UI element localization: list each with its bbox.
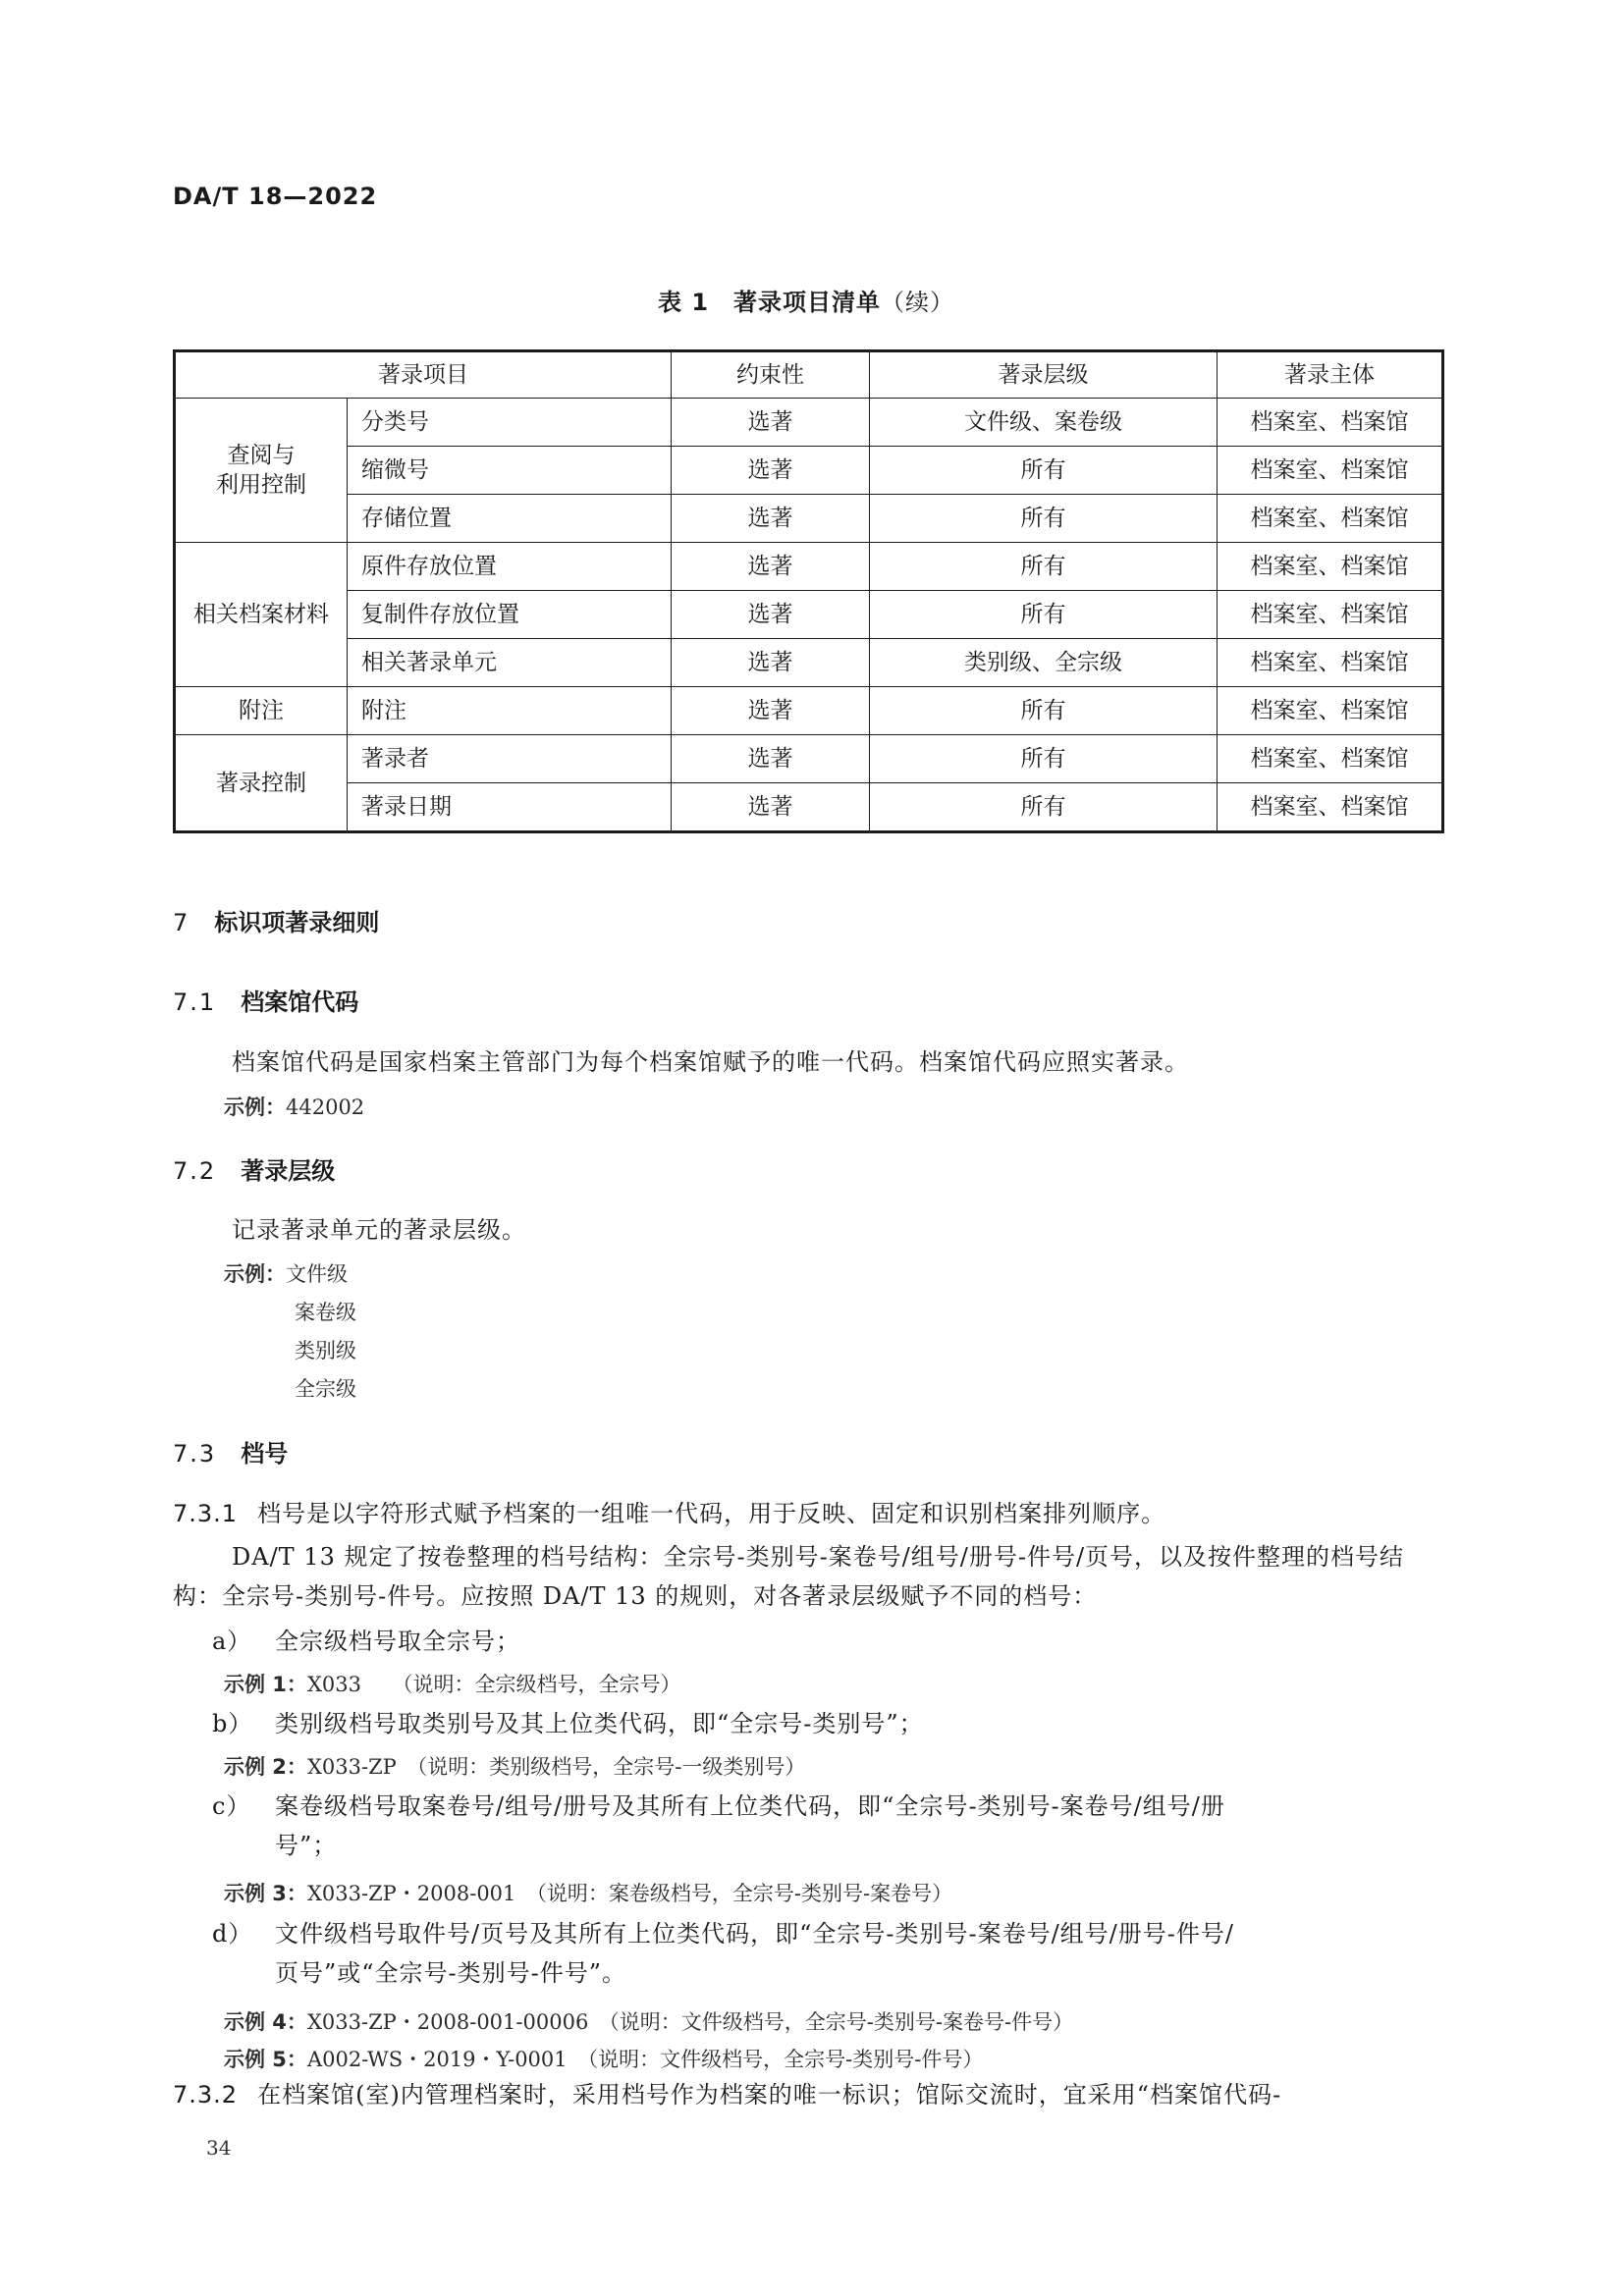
list-text: 案卷级档号取案卷号/组号/册号及其所有上位类代码，即“全宗号-类别号-案卷号/组号/册 [275, 1792, 1225, 1820]
item-cell: 附注 [348, 687, 672, 735]
list-text-continued: 页号”或“全宗号-类别号-件号”。 [275, 1959, 627, 1987]
list-text: 全宗级档号取全宗号； [275, 1628, 520, 1655]
list-marker: a） [212, 1628, 252, 1655]
level-cell: 所有 [870, 591, 1218, 639]
level-cell: 所有 [870, 735, 1218, 783]
example-label: 示例： [224, 1095, 286, 1119]
subject-cell: 档案室、档案馆 [1218, 639, 1443, 687]
section-title: 档号 [241, 1440, 289, 1468]
list-text: 文件级档号取件号/页号及其所有上位类代码，即“全宗号-类别号-案卷号/组号/册号-件号/ [275, 1920, 1234, 1948]
example-7-2-item: 类别级 [295, 1339, 356, 1362]
example-label: 示例 4： [224, 2010, 307, 2034]
table-row [175, 687, 1443, 735]
header-subject: 著录主体 [1218, 351, 1443, 399]
example-2 [224, 1751, 805, 1781]
level-cell: 所有 [870, 447, 1218, 495]
table-caption-text: 表 1 著录项目清单 [657, 289, 882, 316]
example-1 [224, 1669, 680, 1698]
table-row [175, 543, 1443, 591]
table-row [175, 495, 1443, 543]
subject-cell: 档案室、档案馆 [1218, 687, 1443, 735]
table-caption [173, 283, 1439, 317]
example-3 [224, 1878, 952, 1907]
section-7-1-heading [173, 983, 358, 1017]
table-row [175, 735, 1443, 783]
section-number: 7 [173, 909, 190, 936]
item-cell: 存储位置 [348, 495, 672, 543]
list-marker: c） [212, 1792, 251, 1820]
example-label: 示例 5： [224, 2048, 307, 2071]
group-label-line: 著录控制 [216, 770, 306, 796]
level-cell: 类别级、全宗级 [870, 639, 1218, 687]
constraint-cell: 选著 [672, 639, 870, 687]
example-value: 文件级 [286, 1262, 348, 1286]
constraint-cell: 选著 [672, 591, 870, 639]
document-code: DA/T 18—2022 [173, 183, 378, 210]
level-cell: 所有 [870, 495, 1218, 543]
example-7-2-item: 案卷级 [295, 1301, 356, 1324]
subject-cell: 档案室、档案馆 [1218, 735, 1443, 783]
group-label-line: 查阅与 [227, 443, 296, 468]
clause-number: 7.3.2 [173, 2081, 239, 2109]
list-marker: b） [212, 1710, 253, 1737]
example-value: X033-ZP・2008-001-00006 （说明：文件级档号，全宗号-类别号-案卷号-件号） [306, 2010, 1074, 2034]
section-7-heading [173, 903, 379, 937]
example-label: 示例： [224, 1262, 286, 1286]
item-cell: 著录日期 [348, 783, 672, 832]
example-value: X033-ZP・2008-001 （说明：案卷级档号，全宗号-类别号-案卷号） [306, 1882, 953, 1905]
header-level: 著录层级 [870, 351, 1218, 399]
section-7-1-body: 档案馆代码是国家档案主管部门为每个档案馆赋予的唯一代码。档案馆代码应照实著录。 [232, 1048, 1189, 1076]
clause-text: 在档案馆(室)内管理档案时，采用档号作为档案的唯一标识；馆际交流时，宜采用“档案馆代码- [257, 2081, 1282, 2109]
header-constraint: 约束性 [672, 351, 870, 399]
section-title: 著录层级 [241, 1157, 336, 1185]
example-value: A002-WS・2019・Y-0001 （说明：文件级档号，全宗号-类别号-件号） [306, 2048, 984, 2071]
table-header-row [175, 351, 1443, 399]
constraint-cell: 选著 [672, 687, 870, 735]
item-cell: 相关著录单元 [348, 639, 672, 687]
table-row [175, 447, 1443, 495]
section-title: 档案馆代码 [241, 988, 359, 1016]
subject-cell: 档案室、档案馆 [1218, 543, 1443, 591]
example-value: X033-ZP （说明：类别级档号，全宗号-一级类别号） [306, 1755, 806, 1779]
item-cell: 分类号 [348, 399, 672, 447]
example-7-1 [224, 1092, 364, 1121]
constraint-cell: 选著 [672, 543, 870, 591]
example-label: 示例 3： [224, 1882, 307, 1905]
header-item: 著录项目 [175, 351, 672, 399]
list-item-d [212, 1914, 1441, 1993]
item-cell: 著录者 [348, 735, 672, 783]
level-cell: 所有 [870, 783, 1218, 832]
subject-cell: 档案室、档案馆 [1218, 399, 1443, 447]
section-number: 7.2 [173, 1157, 217, 1185]
table-caption-suffix: （续） [881, 289, 955, 316]
list-text: 类别级档号取类别号及其上位类代码，即“全宗号-类别号”； [275, 1710, 924, 1737]
table-row [175, 639, 1443, 687]
level-cell: 所有 [870, 543, 1218, 591]
subject-cell: 档案室、档案馆 [1218, 591, 1443, 639]
catalog-items-table [173, 349, 1444, 833]
group-label-line: 相关档案材料 [193, 602, 329, 627]
group-cell [175, 735, 348, 832]
clause-number: 7.3.1 [173, 1500, 239, 1527]
item-cell: 缩微号 [348, 447, 672, 495]
table-row [175, 399, 1443, 447]
group-cell [175, 687, 348, 735]
section-7-2-heading [173, 1151, 335, 1186]
clause-7-3-1-para-2: DA/T 13 规定了按卷整理的档号结构：全宗号-类别号-案卷号/组号/册号-件号/页号，以及按件整理的档号结构：全宗号-类别号-件号。应按照 DA/T 13 的规则，对各著录层级赋予不同的档号： [173, 1543, 1405, 1610]
example-label: 示例 2： [224, 1755, 307, 1779]
constraint-cell: 选著 [672, 495, 870, 543]
group-label-line: 附注 [239, 698, 284, 723]
item-cell: 原件存放位置 [348, 543, 672, 591]
constraint-cell: 选著 [672, 447, 870, 495]
example-5 [224, 2044, 983, 2073]
subject-cell: 档案室、档案馆 [1218, 495, 1443, 543]
subject-cell: 档案室、档案馆 [1218, 447, 1443, 495]
clause-7-3-1 [173, 1494, 1441, 1533]
list-item-a [212, 1622, 1441, 1661]
group-cell [175, 399, 348, 543]
section-number: 7.3 [173, 1440, 217, 1468]
example-7-2-item: 全宗级 [295, 1377, 356, 1401]
section-7-2-body: 记录著录单元的著录层级。 [232, 1216, 526, 1244]
table-row [175, 591, 1443, 639]
constraint-cell: 选著 [672, 735, 870, 783]
example-value: 442002 [286, 1095, 365, 1119]
example-4 [224, 2006, 1073, 2036]
item-cell: 复制件存放位置 [348, 591, 672, 639]
subject-cell: 档案室、档案馆 [1218, 783, 1443, 832]
group-cell [175, 543, 348, 687]
list-marker: d） [212, 1920, 253, 1948]
example-label: 示例 1： [224, 1673, 307, 1696]
example-7-2 [224, 1258, 348, 1288]
section-title: 标识项著录细则 [214, 909, 380, 936]
constraint-cell: 选著 [672, 399, 870, 447]
clause-7-3-2 [173, 2075, 1441, 2114]
level-cell: 所有 [870, 687, 1218, 735]
table-row [175, 783, 1443, 832]
constraint-cell: 选著 [672, 783, 870, 832]
level-cell: 文件级、案卷级 [870, 399, 1218, 447]
list-item-c [212, 1787, 1441, 1865]
list-text-continued: 号”； [275, 1832, 338, 1859]
section-number: 7.1 [173, 988, 217, 1016]
clause-text: 档号是以字符形式赋予档案的一组唯一代码，用于反映、固定和识别档案排列顺序。 [257, 1500, 1166, 1527]
page-number: 34 [206, 2136, 232, 2160]
group-label-line: 利用控制 [216, 472, 306, 498]
list-item-b [212, 1704, 1441, 1743]
section-7-3-heading [173, 1434, 288, 1468]
example-value: X033 （说明：全宗级档号，全宗号） [306, 1673, 681, 1696]
